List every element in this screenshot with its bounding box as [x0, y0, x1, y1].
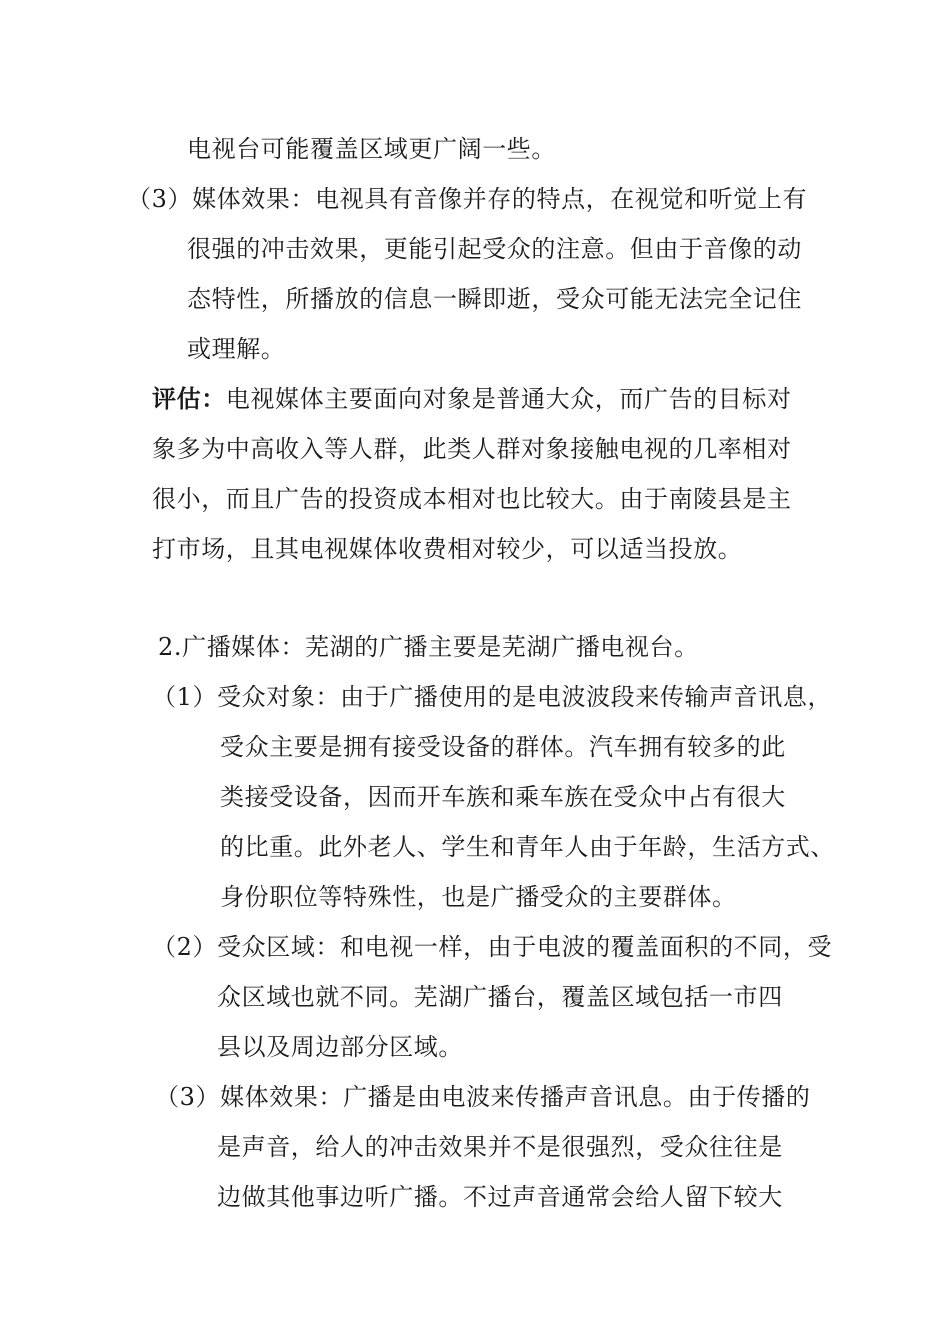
- tv-evaluation-line-1: [152, 384, 792, 414]
- radio-audience-line-3: 类接受设备，因而开车族和乘车族在受众中占有很大: [220, 783, 786, 811]
- radio-region-line-2: 众区域也就不同。芜湖广播台，覆盖区域包括一市四: [217, 983, 783, 1011]
- tv-evaluation-line-2: 象多为中高收入等人群，此类人群对象接触电视的几率相对: [152, 435, 792, 463]
- radio-effect-line-3: 边做其他事边听广播。不过声音通常会给人留下较大: [217, 1183, 783, 1211]
- tv-media-effect-line-3: 态特性，所播放的信息一瞬即逝，受众可能无法完全记住: [187, 285, 802, 313]
- tv-evaluation-line-4: 打市场，且其电视媒体收费相对较少，可以适当投放。: [152, 535, 743, 563]
- evaluation-label: 评估：: [152, 384, 226, 413]
- radio-region-line-3: 县以及周边部分区域。: [217, 1033, 463, 1061]
- radio-effect-line-1: （3）媒体效果：广播是由电波来传播声音讯息。由于传播的: [155, 1083, 811, 1111]
- radio-audience-line-1: （1）受众对象：由于广播使用的是电波波段来传输声音讯息，: [152, 683, 833, 711]
- radio-section-heading: 2.广播媒体：芜湖的广播主要是芜湖广播电视台。: [158, 633, 699, 661]
- tv-evaluation-line-3: 很小，而且广告的投资成本相对也比较大。由于南陵县是主: [152, 485, 792, 513]
- radio-audience-line-4: 的比重。此外老人、学生和青年人由于年龄，生活方式、: [220, 833, 835, 861]
- radio-audience-line-2: 受众主要是拥有接受设备的群体。汽车拥有较多的此: [220, 733, 786, 761]
- radio-effect-line-2: 是声音，给人的冲击效果并不是很强烈，受众往往是: [217, 1133, 783, 1161]
- tv-media-effect-line-1: （3）媒体效果：电视具有音像并存的特点，在视觉和听觉上有: [127, 185, 808, 213]
- tv-media-effect-line-2: 很强的冲击效果，更能引起受众的注意。但由于音像的动: [187, 235, 802, 263]
- evaluation-text: 电视媒体主要面向对象是普通大众，而广告的目标对: [225, 385, 792, 413]
- radio-audience-line-5: 身份职位等特殊性，也是广播受众的主要群体。: [220, 883, 737, 911]
- tv-coverage-tail-line: 电视台可能覆盖区域更广阔一些。: [187, 135, 556, 163]
- radio-region-line-1: （2）受众区域：和电视一样，由于电波的覆盖面积的不同，受: [152, 933, 833, 961]
- tv-media-effect-line-4: 或理解。: [187, 335, 286, 363]
